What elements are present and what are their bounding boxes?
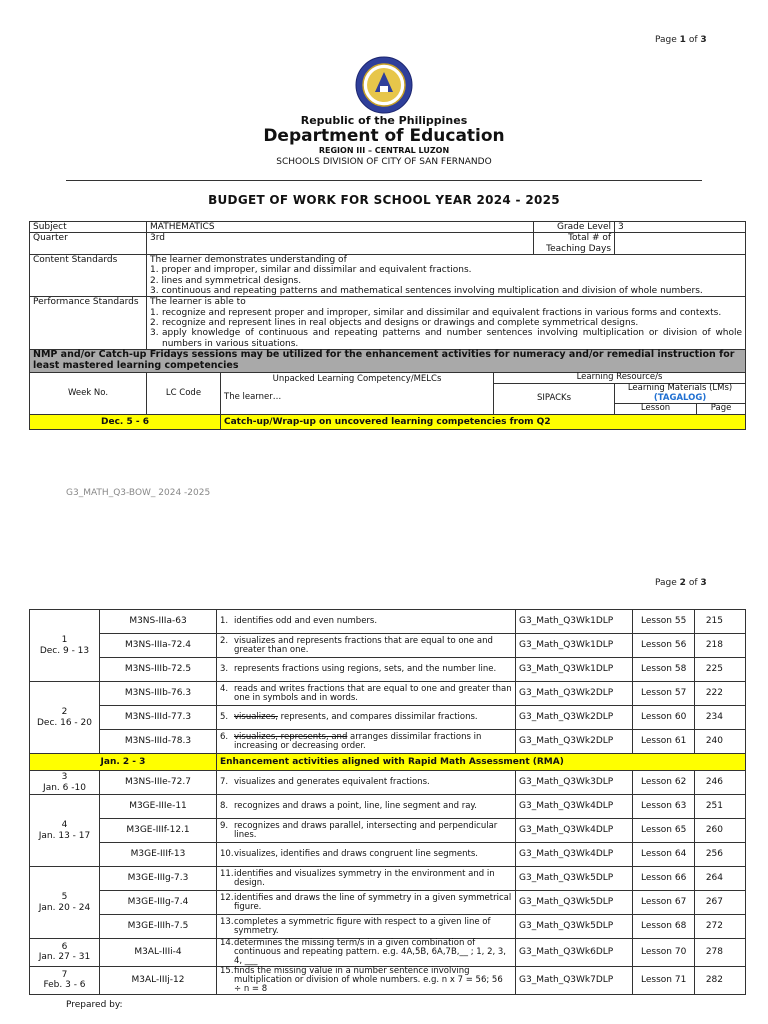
col-page: Page (697, 404, 746, 415)
page-cell: 260 (695, 819, 746, 843)
table-row (30, 610, 746, 634)
lesson-cell: Lesson 57 (633, 682, 695, 706)
content-item: 2. lines and symmetrical designs. (150, 275, 302, 286)
lesson-cell: Lesson 70 (633, 939, 695, 967)
sipack-cell: G3_Math_Q3Wk5DLP (516, 867, 633, 891)
lc-code-cell: M3NS-IIIa-72.4 (100, 634, 217, 658)
competency-cell: 6. visualizes, represents, and arranges dissimilar fractions in increasing or decreasing order. (217, 730, 516, 754)
col-lms: Learning Materials (LMs) (TAGALOG) (615, 383, 746, 404)
lc-code-cell: M3NS-IIId-77.3 (100, 706, 217, 730)
sipack-cell: G3_Math_Q3Wk6DLP (516, 939, 633, 967)
prepared-by: Prepared by: (66, 1000, 123, 1010)
performance-standards (147, 297, 746, 350)
page-cell: 215 (695, 610, 746, 634)
page-cell: 267 (695, 891, 746, 915)
lesson-cell: Lesson 71 (633, 966, 695, 994)
lc-code-cell: M3NS-IIId-78.3 (100, 730, 217, 754)
page-cell: 218 (695, 634, 746, 658)
competency-cell: 3. represents fractions using regions, sets, and the number line. (217, 658, 516, 682)
lc-code-cell: M3GE-IIIg-7.3 (100, 867, 217, 891)
table-row (30, 867, 746, 891)
catchup-text: Catch-up/Wrap-up on uncovered learning competencies from Q2 (221, 415, 746, 430)
lc-code-cell: M3NS-IIIb-72.5 (100, 658, 217, 682)
col-lesson: Lesson (615, 404, 697, 415)
page-cell: 246 (695, 771, 746, 795)
lesson-cell: Lesson 68 (633, 915, 695, 939)
table-row (30, 843, 746, 867)
page-cell: 264 (695, 867, 746, 891)
competency-cell: 7. visualizes and generates equivalent fractions. (217, 771, 516, 795)
competency-cell: 9. recognizes and draws parallel, intersecting and perpendicular lines. (217, 819, 516, 843)
republic-heading: Republic of the Philippines (300, 114, 468, 127)
sipack-cell: G3_Math_Q3Wk4DLP (516, 795, 633, 819)
table-row (30, 819, 746, 843)
lesson-cell: Lesson 61 (633, 730, 695, 754)
week-cell: 5 Jan. 20 - 24 (30, 867, 100, 939)
competency-cell: 8. recognizes and draws a point, line, line segment and ray. (217, 795, 516, 819)
document-title: BUDGET OF WORK FOR SCHOOL YEAR 2024 - 2025 (208, 193, 560, 207)
col-lc-code: LC Code (147, 372, 221, 414)
lc-code-cell: M3GE-IIIf-13 (100, 843, 217, 867)
table-row (30, 706, 746, 730)
content-intro: The learner demonstrates understanding of (150, 255, 347, 266)
page-cell: 256 (695, 843, 746, 867)
week-cell: 1 Dec. 9 - 13 (30, 610, 100, 682)
page-cell: 240 (695, 730, 746, 754)
deped-seal-icon (355, 56, 413, 114)
page-cell: 222 (695, 682, 746, 706)
grade-value: 3 (615, 222, 746, 233)
competency-cell: 1. identifies odd and even numbers. (217, 610, 516, 634)
lc-code-cell: M3GE-IIIh-7.5 (100, 915, 217, 939)
competency-cell: 13. completes a symmetric figure with respect to a given line of symmetry. (217, 915, 516, 939)
table-row (30, 966, 746, 994)
sipack-cell: G3_Math_Q3Wk3DLP (516, 771, 633, 795)
lesson-cell: Lesson 66 (633, 867, 695, 891)
competency-cell: 10. visualizes, identifies and draws congruent line segments. (217, 843, 516, 867)
perf-item: 2. recognize and represent lines in real objects and designs or drawings and complete symmetrical designs. (150, 318, 639, 329)
competency-cell: 12. identifies and draws the line of symmetry in a given symmetrical figure. (217, 891, 516, 915)
table-row (30, 891, 746, 915)
grade-label: Grade Level (534, 222, 615, 233)
content-standards-label: Content Standards (30, 255, 147, 297)
competency-cell: 14. determines the missing term/s in a given combination of continuous and repeating pattern. e.g. 4A,5B, 6A,7B,__ ; 1, 2, 3, 4, ___ (217, 939, 516, 967)
page-number: Page 2 of 3 (655, 578, 707, 588)
lc-code-cell: M3GE-IIIe-11 (100, 795, 217, 819)
table-row (30, 658, 746, 682)
page-cell: 234 (695, 706, 746, 730)
info-table (29, 221, 746, 430)
perf-item: 3. apply knowledge of continuous and repeating patterns and number sentences involving multiplication or division of whole numbers in various situations. (150, 328, 743, 349)
competency-cell: 5. visualizes, represents, and compares dissimilar fractions. (217, 706, 516, 730)
lc-code-cell: M3GE-IIIg-7.4 (100, 891, 217, 915)
subject-label: Subject (30, 222, 147, 233)
enhancement-date: Jan. 2 - 3 (30, 754, 217, 771)
lc-code-cell: M3AL-IIIi-4 (100, 939, 217, 967)
col-week: Week No. (30, 372, 147, 414)
sipack-cell: G3_Math_Q3Wk2DLP (516, 682, 633, 706)
lesson-cell: Lesson 65 (633, 819, 695, 843)
sipack-cell: G3_Math_Q3Wk5DLP (516, 891, 633, 915)
sipack-cell: G3_Math_Q3Wk4DLP (516, 819, 633, 843)
table-row (30, 634, 746, 658)
lc-code-cell: M3NS-IIIe-72.7 (100, 771, 217, 795)
col-resources: Learning Resource/s (494, 372, 746, 383)
page-cell: 272 (695, 915, 746, 939)
table-row (30, 915, 746, 939)
days-label: Total # of Teaching Days (534, 233, 615, 255)
table-row (30, 771, 746, 795)
content-item: 3. continuous and repeating patterns and mathematical sentences involving multiplication and division of whole numbers. (150, 286, 703, 297)
lesson-cell: Lesson 67 (633, 891, 695, 915)
competency-cell: 15. finds the missing value in a number sentence involving multiplication or division of whole numbers. e.g. n x 7 = 56; 56 ÷ n = 8 (217, 966, 516, 994)
lc-code-cell: M3NS-IIIa-63 (100, 610, 217, 634)
lesson-cell: Lesson 63 (633, 795, 695, 819)
department-heading: Department of Education (263, 126, 505, 146)
page-cell: 251 (695, 795, 746, 819)
lesson-cell: Lesson 60 (633, 706, 695, 730)
lc-code-cell: M3NS-IIIb-76.3 (100, 682, 217, 706)
lesson-cell: Lesson 62 (633, 771, 695, 795)
division-heading: SCHOOLS DIVISION OF CITY OF SAN FERNANDO (276, 157, 492, 167)
lesson-cell: Lesson 56 (633, 634, 695, 658)
quarter-label: Quarter (30, 233, 147, 255)
week-cell: 3 Jan. 6 -10 (30, 771, 100, 795)
content-item: 1. proper and improper, similar and dissimilar and equivalent fractions. (150, 265, 472, 276)
competency-cell: 4. reads and writes fractions that are equal to one and greater than one in symbols and in words. (217, 682, 516, 706)
sipack-cell: G3_Math_Q3Wk7DLP (516, 966, 633, 994)
lc-code-cell: M3AL-IIIj-12 (100, 966, 217, 994)
lesson-cell: Lesson 55 (633, 610, 695, 634)
page-cell: 282 (695, 966, 746, 994)
footer-code: G3_MATH_Q3-BOW_ 2024 -2025 (66, 488, 211, 498)
table-row (30, 682, 746, 706)
lesson-cell: Lesson 64 (633, 843, 695, 867)
quarter-value: 3rd (147, 233, 534, 255)
competency-cell: 11. identifies and visualizes symmetry in the environment and in design. (217, 867, 516, 891)
enhancement-text: Enhancement activities aligned with Rapid Math Assessment (RMA) (217, 754, 746, 771)
col-melc: Unpacked Learning Competency/MELCs The learner… (221, 372, 494, 414)
page-cell: 225 (695, 658, 746, 682)
sipack-cell: G3_Math_Q3Wk1DLP (516, 634, 633, 658)
region-heading: REGION III – CENTRAL LUZON (318, 146, 450, 155)
sipack-cell: G3_Math_Q3Wk1DLP (516, 658, 633, 682)
bow-table (29, 609, 746, 995)
week-cell: 4 Jan. 13 - 17 (30, 795, 100, 867)
enhancement-row (30, 754, 746, 771)
competency-cell: 2. visualizes and represents fractions that are equal to one and greater than one. (217, 634, 516, 658)
sipack-cell: G3_Math_Q3Wk4DLP (516, 843, 633, 867)
table-row (30, 795, 746, 819)
week-cell: 7 Feb. 3 - 6 (30, 966, 100, 994)
nmp-note: NMP and/or Catch-up Fridays sessions may be utilized for the enhancement activities for numeracy and/or remedial instruction for least mastered learning competencies (30, 350, 746, 373)
sipack-cell: G3_Math_Q3Wk2DLP (516, 730, 633, 754)
table-row (30, 730, 746, 754)
sipack-cell: G3_Math_Q3Wk2DLP (516, 706, 633, 730)
sipack-cell: G3_Math_Q3Wk5DLP (516, 915, 633, 939)
week-cell: 6 Jan. 27 - 31 (30, 939, 100, 967)
lesson-cell: Lesson 58 (633, 658, 695, 682)
header-divider (66, 180, 702, 181)
table-row (30, 939, 746, 967)
perf-intro: The learner is able to (150, 297, 246, 308)
lc-code-cell: M3GE-IIIf-12.1 (100, 819, 217, 843)
perf-item: 1. recognize and represent proper and improper, similar and dissimilar and equivalent fractions in various forms and contexts. (150, 307, 722, 318)
col-sipacks: SIPACKs (494, 383, 615, 414)
subject-value: MATHEMATICS (147, 222, 534, 233)
page-number: Page 1 of 3 (655, 35, 707, 45)
content-standards (147, 255, 746, 297)
sipack-cell: G3_Math_Q3Wk1DLP (516, 610, 633, 634)
week-cell: 2 Dec. 16 - 20 (30, 682, 100, 754)
page-cell: 278 (695, 939, 746, 967)
catchup-date: Dec. 5 - 6 (30, 415, 221, 430)
performance-standards-label: Performance Standards (30, 297, 147, 350)
days-value (615, 233, 746, 255)
